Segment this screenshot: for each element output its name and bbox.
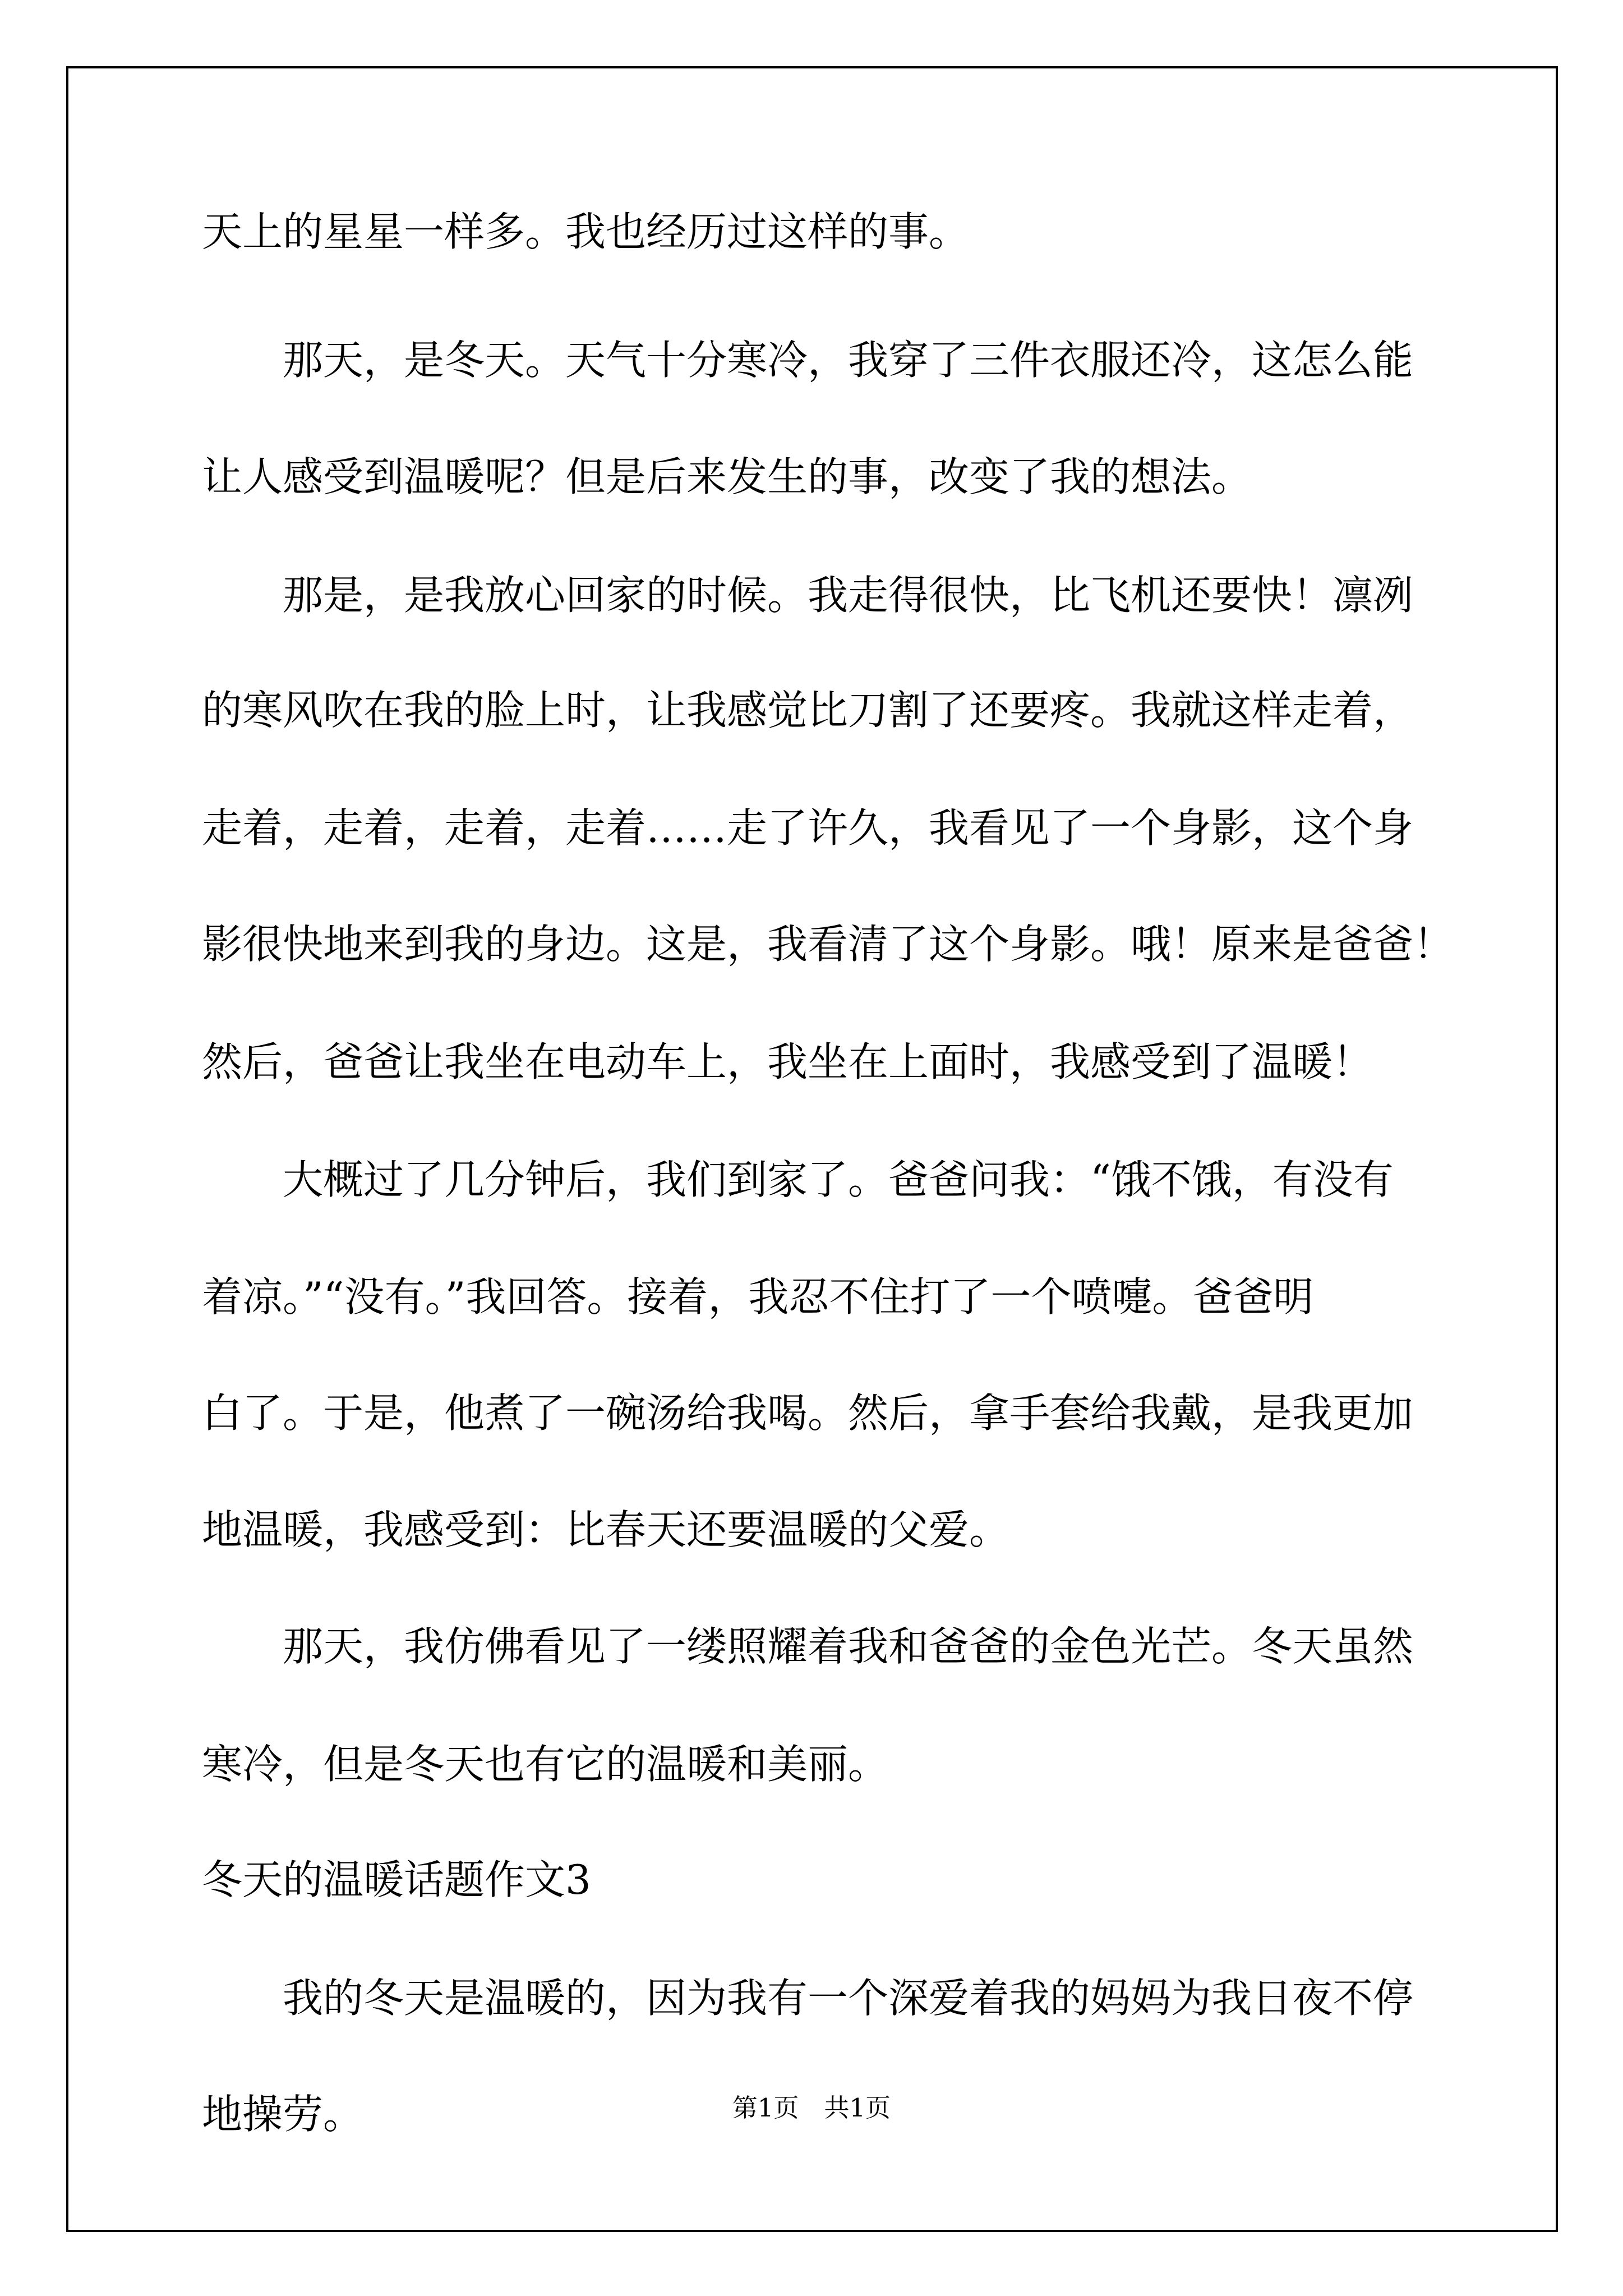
text-line: 让人感受到温暖呢？但是后来发生的事，改变了我的想法。 bbox=[202, 453, 1252, 500]
text-line: 着凉。”“没有。”我回答。接着，我忍不住打了一个喷嚏。爸爸明 bbox=[202, 1273, 1314, 1320]
paragraph-start-line: 那是，是我放心回家的时候。我走得很快，比飞机还要快！凛冽 bbox=[283, 572, 1414, 619]
section-heading: 冬天的温暖话题作文3 bbox=[202, 1856, 591, 1903]
text-line: 白了。于是，他煮了一碗汤给我喝。然后，拿手套给我戴，是我更加 bbox=[202, 1389, 1414, 1437]
text-line: 天上的星星一样多。我也经历过这样的事。 bbox=[202, 208, 970, 255]
text-line: 走着，走着，走着，走着……走了许久，我看见了一个身影，这个身 bbox=[202, 804, 1414, 852]
paragraph-start-line: 大概过了几分钟后，我们到家了。爸爸问我：“饿不饿，有没有 bbox=[283, 1156, 1394, 1203]
page-number-footer: 第1页 共1页 bbox=[732, 2093, 891, 2123]
page-border bbox=[66, 66, 1558, 2232]
text-line: 然后，爸爸让我坐在电动车上，我坐在上面时，我感受到了温暖！ bbox=[202, 1038, 1373, 1085]
text-line: 地温暖，我感受到：比春天还要温暖的父爱。 bbox=[202, 1506, 1010, 1553]
paragraph-start-line: 那天，是冬天。天气十分寒冷，我穿了三件衣服还冷，这怎么能 bbox=[283, 337, 1414, 384]
paragraph-start-line: 那天，我仿佛看见了一缕照耀着我和爸爸的金色光芒。冬天虽然 bbox=[283, 1623, 1414, 1670]
text-line: 影很快地来到我的身边。这是，我看清了这个身影。哦！原来是爸爸！ bbox=[202, 921, 1454, 968]
paragraph-start-line: 我的冬天是温暖的，因为我有一个深爱着我的妈妈为我日夜不停 bbox=[283, 1975, 1414, 2022]
text-line: 地操劳。 bbox=[202, 2091, 364, 2138]
text-line: 的寒风吹在我的脸上时，让我感觉比刀割了还要疼。我就这样走着， bbox=[202, 687, 1414, 734]
text-line: 寒冷，但是冬天也有它的温暖和美丽。 bbox=[202, 1741, 889, 1788]
